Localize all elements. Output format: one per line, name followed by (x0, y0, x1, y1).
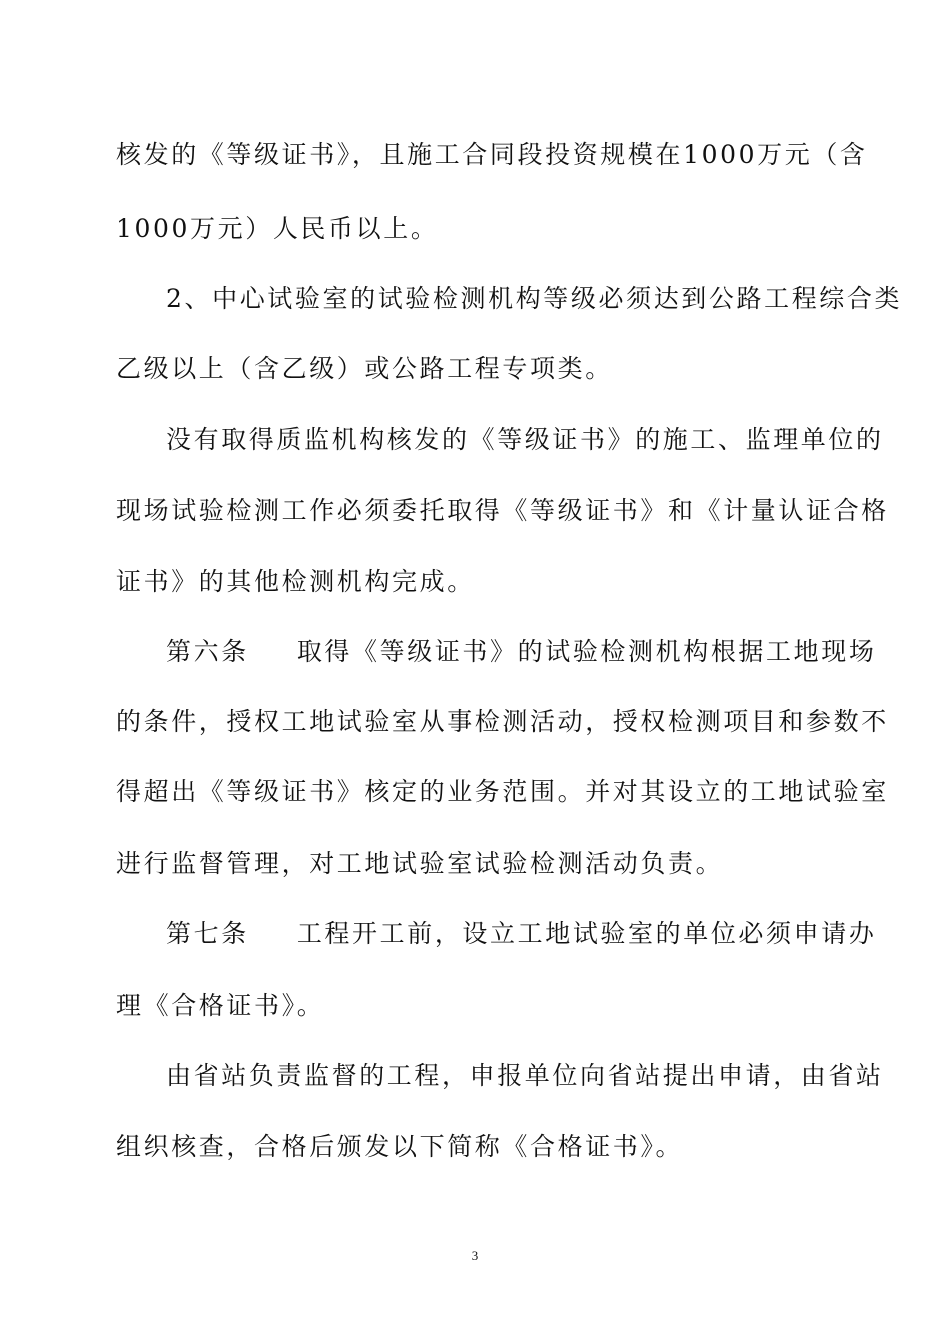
paragraph-line: 没有取得质监机构核发的《等级证书》的施工、监理单位的 (166, 425, 884, 454)
article-7-text: 工程开工前，设立工地试验室的单位必须申请办 (296, 919, 877, 948)
paragraph-line: 核发的《等级证书》，且施工合同段投资规模在1000万元（含 (116, 140, 868, 169)
paragraph-line: 由省站负责监督的工程，申报单位向省站提出申请，由省站 (166, 1061, 884, 1090)
article-7-line (166, 918, 876, 950)
article-6-text: 取得《等级证书》的试验检测机构根据工地现场 (296, 637, 877, 666)
paragraph-line: 乙级以上（含乙级）或公路工程专项类。 (116, 354, 613, 383)
paragraph-line: 的条件，授权工地试验室从事检测活动，授权检测项目和参数不 (116, 707, 889, 736)
article-6-label: 第六条 (166, 637, 249, 666)
paragraph-line: 证书》的其他检测机构完成。 (116, 567, 475, 596)
paragraph-line: 进行监督管理，对工地试验室试验检测活动负责。 (116, 849, 724, 878)
paragraph-line: 组织核查，合格后颁发以下简称《合格证书》。 (116, 1132, 684, 1161)
paragraph-line: 得超出《等级证书》核定的业务范围。并对其设立的工地试验室 (116, 777, 889, 806)
page-number: 3 (471, 1248, 479, 1263)
paragraph-line: 1000万元）人民币以上。 (116, 214, 439, 243)
article-7-label: 第七条 (166, 919, 249, 948)
paragraph-line: 理《合格证书》。 (116, 991, 325, 1020)
paragraph-line: 2、中心试验室的试验检测机构等级必须达到公路工程综合类 (166, 284, 903, 313)
paragraph-line: 现场试验检测工作必须委托取得《等级证书》和《计量认证合格 (116, 496, 889, 525)
article-6-line (166, 636, 876, 668)
